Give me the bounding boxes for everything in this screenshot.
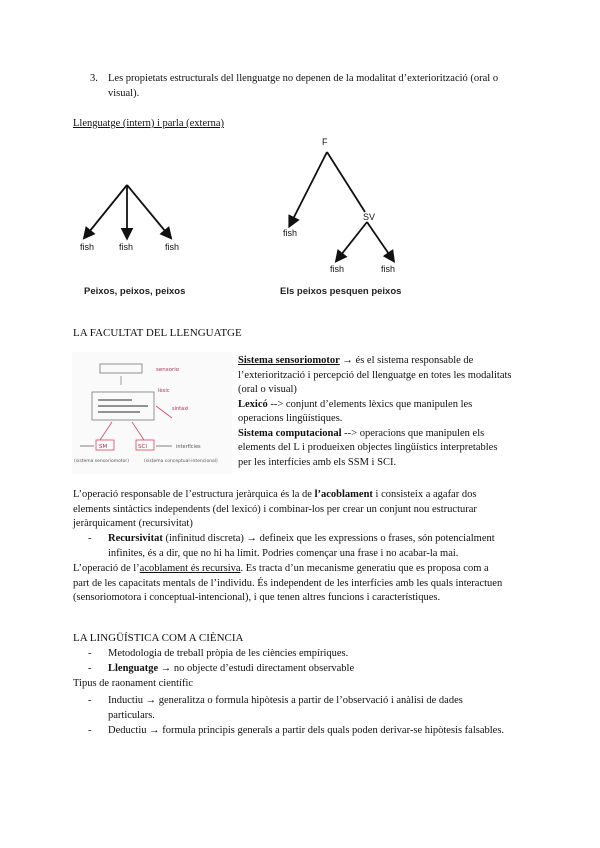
figure-label: SM: [99, 444, 108, 450]
item3-line2: visual).: [108, 87, 140, 99]
comp-line3: per les interfícies amb els SSM i SCI.: [238, 456, 397, 468]
p1-text: i consisteix a agafar dos: [372, 489, 477, 500]
item3-line1: Les propietats estructurals del llenguatge no depenen de la modalitat d’exteriorització (oral o: [108, 73, 499, 84]
p2-line2: part de les capacitats mentals de l’individu. És independent de les interfícies amb les quals interactuen: [73, 577, 503, 589]
sm-line2: l’exteriorització i percepció del llenguatge en totes les modalitats: [238, 369, 512, 381]
p1-line2: elements sintàctics independents (del lexicó) i combinar-los per crear un conjunt nou estructurar: [73, 503, 477, 515]
figure-background: [72, 352, 232, 474]
figure-label: lèxic: [158, 388, 170, 394]
figure-label: (sistema sensoriomotor): [74, 459, 129, 464]
p2-text: . Es tracta d’un mecanisme generatiu que es proposa com a: [240, 563, 489, 574]
bullet-dash: -: [88, 533, 92, 544]
bullet-dash: -: [88, 663, 92, 674]
tree2-subbranch-right: [367, 222, 393, 260]
bullet-dash: -: [88, 695, 92, 706]
tree2-root: F: [322, 137, 328, 147]
faculty-definitions: [238, 354, 538, 470]
recursive-paragraph: [73, 562, 543, 606]
lex-line1: [238, 398, 538, 413]
inductive-item: [108, 694, 528, 723]
tree2-branch-right: [327, 152, 365, 212]
tree1-branch-left: [85, 185, 127, 237]
tree1-leaf: fish: [165, 242, 180, 252]
ind-line2: particulars.: [108, 709, 155, 721]
merge-paragraph: [73, 488, 543, 532]
p1-line1: [73, 488, 543, 503]
comp-term: Sistema computacional: [238, 427, 342, 439]
tree1-leaf: fish: [80, 242, 95, 252]
rec-term: Recursivitat: [108, 533, 163, 544]
p1-line3: jeràrquicament (recursivitat): [73, 518, 193, 529]
comp-text: --> operacions que manipulen els: [341, 427, 485, 439]
figure-label: interfícies: [176, 444, 201, 450]
p1-text: L’operació responsable de l’estructura jeràrquica és la de: [73, 489, 315, 500]
item3-text: [108, 72, 548, 101]
section-science-title: LA LINGÜÍSTICA COM A CIÈNCIA: [73, 632, 244, 644]
p2-underlined: acoblament és recursiva: [139, 563, 241, 574]
tree2-subbranch-left: [337, 222, 367, 260]
sm-text: → és el sistema responsable de: [339, 355, 474, 366]
rec-line2: infinites, és a dir, que no hi ha límit. Podries començar una frase i no acabar-la mai.: [108, 547, 459, 559]
reasoning-types: Tipus de raonament científic: [73, 678, 194, 689]
sm-term: Sistema sensoriomotor: [238, 355, 340, 366]
bullet-dash: -: [88, 725, 92, 736]
tree1-leaf: fish: [119, 242, 134, 252]
recursion-item: [108, 532, 528, 561]
figure-label: SCI: [138, 444, 147, 450]
tree2-node: SV: [363, 212, 376, 222]
rec-line1: [108, 532, 528, 547]
p2-text: L’operació de l’: [73, 563, 140, 574]
p2-line1: [73, 562, 543, 577]
tree2-leaf: fish: [330, 264, 345, 274]
p1-term: l’acoblament: [314, 489, 373, 500]
figure-label: sintaxi: [172, 406, 189, 412]
figure-label: sensorio: [156, 367, 180, 373]
tree-hierarchical-diagram: [275, 140, 425, 270]
sm-line3: (oral o visual): [238, 384, 297, 395]
lex-term: Lexicó: [238, 398, 268, 410]
b2-text: → no objecte d’estudi directament observable: [158, 663, 355, 674]
language-faculty-figure: [72, 352, 232, 474]
science-item-1: Metodologia de treball pròpia de les ciències empíriques.: [108, 648, 349, 659]
tree2-caption: Els peixos pesquen peixos: [280, 286, 402, 297]
comp-line2: elements del L i produeixen objectes lingüístics interpretables: [238, 442, 498, 453]
ind-line1: Inductiu → generalitza o formula hipòtesis a partir de l’observació i anàlisi de dades: [108, 695, 463, 706]
p2-line3: (sensoriomotora i conceptual-intencional), i que tenen altres funcions i característiques.: [73, 592, 441, 603]
tree2-leaf: fish: [283, 228, 298, 238]
section-faculty-title: LA FACULTAT DEL LLENGUATGE: [73, 327, 242, 339]
tree-flat-diagram: [70, 175, 210, 270]
deductive-item: Deductiu → formula principis generals a partir dels quals poden derivar-se hipòtesis falsables.: [108, 725, 505, 736]
science-item-2: [108, 662, 528, 677]
tree2-leaf: fish: [381, 264, 396, 274]
tree2-branch-left: [290, 152, 327, 225]
b2-term: Llenguatge: [108, 663, 159, 674]
bullet-dash: -: [88, 648, 92, 659]
lex-text: --> conjunt d’elements lèxics que manipulen les: [267, 398, 473, 410]
sm-line1: [238, 354, 538, 369]
figure-label: (sistema conceptual-intencional): [144, 459, 218, 464]
tree1-caption: Peixos, peixos, peixos: [84, 286, 186, 297]
rec-text: (infinitud discreta) → defineix que les expressions o frases, són potencialment: [162, 533, 495, 544]
tree1-branch-right: [127, 185, 170, 237]
comp-line1: [238, 427, 538, 442]
list-number: 3.: [90, 73, 98, 84]
lex-line2: operacions lingüístiques.: [238, 413, 343, 424]
section-lang-title: Llenguatge (intern) i parla (externa): [73, 118, 225, 129]
